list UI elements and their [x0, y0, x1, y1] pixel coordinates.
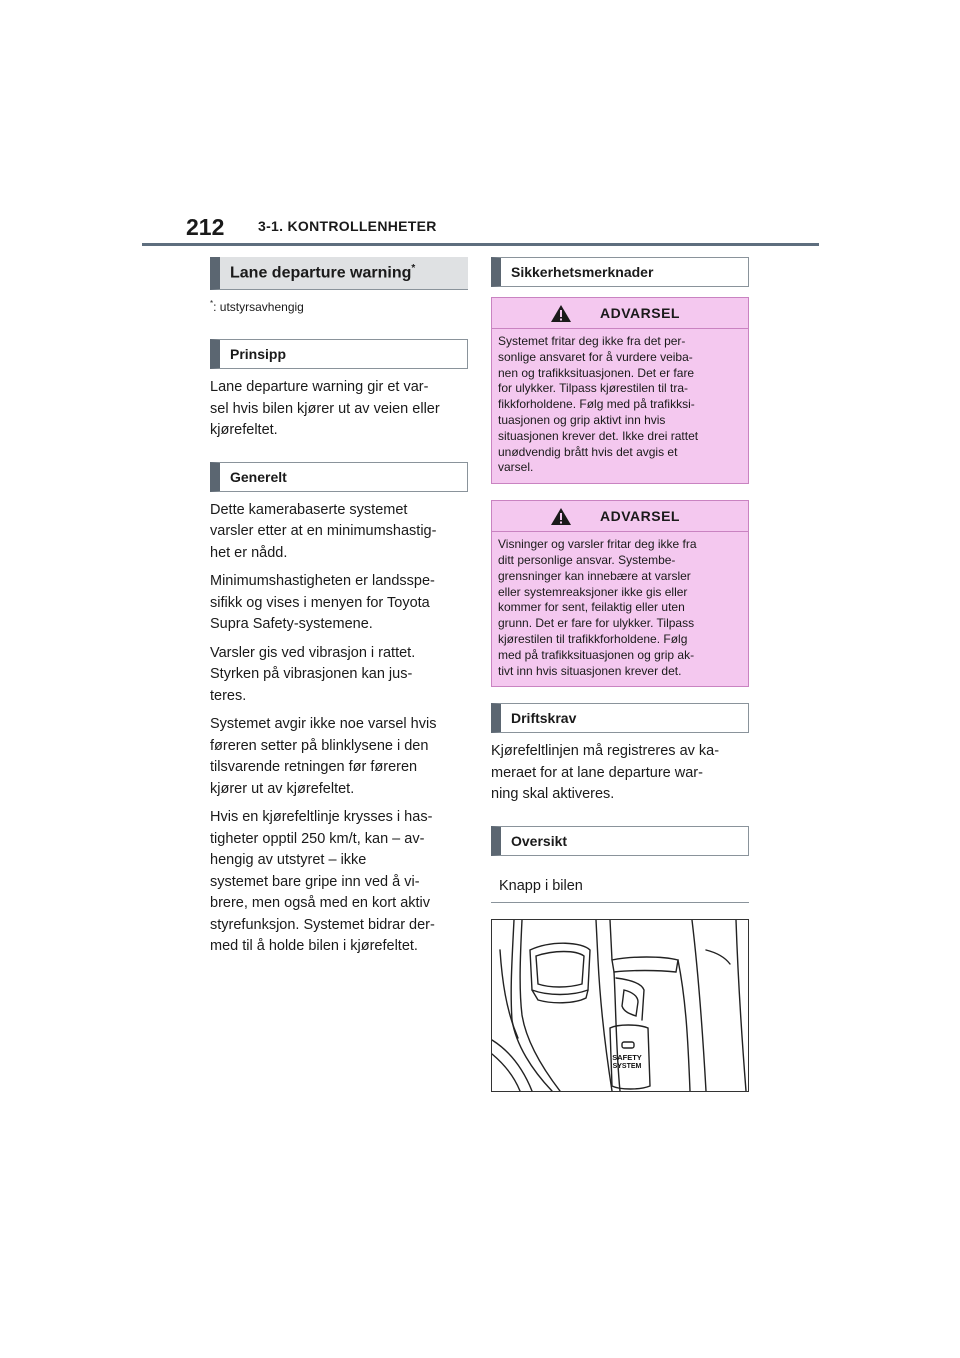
warning-triangle-icon — [550, 304, 572, 326]
text-line: sifikk og vises i menyen for Toyota — [210, 594, 430, 611]
text-line: teres. — [210, 687, 247, 704]
text-line: ning skal aktiveres. — [491, 786, 615, 803]
warning-triangle-icon — [550, 507, 572, 529]
text-line: kjører ut av kjørefeltet. — [210, 780, 355, 797]
text-line: Minimumshastigheten er landsspe- — [210, 573, 435, 589]
text-line: kjørefeltet. — [210, 422, 278, 438]
text-line: Lane departure warning gir et var- — [210, 379, 429, 395]
text-line: situasjonen krever det. Ikke drei rattet — [498, 428, 699, 443]
chapter-title: 3-1. KONTROLLENHETER — [258, 218, 437, 234]
footnote-text: : utstyrsavhengig — [213, 300, 304, 314]
warning-title: ADVARSEL — [600, 508, 680, 525]
text-line: Supra Safety-systemene. — [210, 616, 373, 632]
text-line: grunn. Det er fare for ulykker. Tilpass — [498, 616, 695, 631]
text-line: Visninger og varsler fritar deg ikke fra — [498, 537, 697, 552]
text-line: meraet for at lane departure war- — [491, 764, 703, 781]
button-label-text: Knapp i bilen — [499, 877, 583, 894]
text-line: kommer for sent, feilaktig eller uten — [498, 600, 685, 615]
text-line: tivt inn hvis situasjonen krever det. — [498, 663, 682, 678]
text-line: Systemet avgir ikke noe varsel hvis — [210, 716, 437, 732]
text-line: ditt personlige ansvar. Systembe- — [498, 552, 676, 567]
text-line: kjørestilen til trafikkforholdene. Følg — [498, 631, 688, 646]
section-title — [230, 263, 415, 282]
section-title-text: Lane departure warning — [230, 264, 412, 282]
safety-button-label-line1: SAFETY — [612, 1052, 642, 1062]
heading-sikkerhetsmerknader — [491, 257, 749, 287]
heading-driftskrav-text: Driftskrav — [511, 710, 577, 727]
text-line: Varsler gis ved vibrasjon i rattet. — [210, 644, 416, 661]
text-line: styrefunksjon. Systemet bidrar der- — [210, 916, 435, 933]
text-line: varsel. — [498, 460, 534, 475]
general-paragraph — [210, 643, 468, 708]
heading-driftskrav — [491, 703, 749, 733]
car-button-illustration — [491, 919, 749, 1092]
text-line: Kjørefeltlinjen må registreres av ka- — [491, 743, 720, 760]
text-line: hengig av utstyret – ikke — [210, 852, 367, 868]
warning-header — [492, 501, 748, 532]
footnote — [210, 299, 468, 314]
text-line: Hvis en kjørefeltlinje krysses i has- — [210, 809, 433, 825]
general-paragraph — [210, 714, 468, 800]
requirements-paragraph — [491, 741, 749, 806]
warning-header — [492, 298, 748, 329]
warning-box — [491, 500, 749, 687]
text-line: fikkforholdene. Følg med på trafikksi- — [498, 397, 695, 412]
left-column — [210, 257, 468, 965]
warning-body — [492, 329, 748, 483]
text-line: med til å holde bilen i kjørefeltet. — [210, 938, 418, 954]
text-line: tigheter opptil 250 km/t, kan – av- — [210, 830, 425, 847]
text-line: unødvendig brått hvis det avgis et — [498, 444, 678, 459]
heading-generelt-text: Generelt — [230, 468, 287, 485]
heading-oversikt — [491, 826, 749, 856]
text-line: sel hvis bilen kjører ut av veien eller — [210, 400, 440, 417]
title-asterisk: * — [411, 263, 416, 275]
text-line: Styrken på vibrasjonen kan jus- — [210, 666, 413, 682]
text-line: varsler etter at en minimumshastig- — [210, 523, 437, 539]
text-line: het er nådd. — [210, 544, 288, 561]
console-drawing — [492, 920, 748, 1091]
button-label — [491, 870, 749, 903]
text-line: eller systemreaksjoner ikke gis eller — [498, 584, 688, 599]
general-paragraph — [210, 500, 468, 565]
text-line: Dette kamerabaserte systemet — [210, 501, 408, 518]
text-line: systemet bare gripe inn ved å vi- — [210, 873, 420, 890]
general-paragraph — [210, 807, 468, 958]
text-line: føreren setter på blinklysene i den — [210, 737, 429, 754]
text-line: nen og trafikksituasjonen. Det er fare — [498, 365, 695, 380]
text-line: for ulykker. Tilpass kjørestilen til tra- — [498, 381, 689, 396]
text-line: med på trafikksituasjonen og grip ak- — [498, 647, 695, 662]
general-paragraph — [210, 571, 468, 636]
heading-oversikt-text: Oversikt — [511, 832, 568, 849]
right-column — [491, 257, 749, 1092]
principle-paragraph — [210, 377, 468, 442]
heading-prinsipp-text: Prinsipp — [230, 346, 287, 362]
warning-body — [492, 532, 748, 686]
warning-box — [491, 297, 749, 484]
text-line: tuasjonen og grip aktivt inn hvis — [498, 412, 666, 427]
general-section — [210, 500, 468, 958]
page-number: 212 — [186, 214, 225, 240]
section-title-box — [210, 257, 468, 290]
footnote-asterisk: * — [210, 299, 214, 308]
text-line: tilsvarende retningen før føreren — [210, 759, 418, 775]
safety-button-label-line2: SYSTEM — [612, 1062, 642, 1070]
text-line: grensninger kan innebære at varsler — [498, 568, 691, 583]
warning-title: ADVARSEL — [600, 305, 680, 321]
heading-sikkerhetsmerknader-text: Sikkerhetsmerknader — [511, 264, 654, 280]
text-line: Systemet fritar deg ikke fra det per- — [498, 334, 686, 348]
text-line: sonlige ansvaret for å vurdere veiba- — [498, 349, 693, 364]
heading-prinsipp — [210, 339, 468, 369]
heading-generelt — [210, 462, 468, 492]
header-rule — [142, 243, 819, 246]
text-line: brere, men også med en kort aktiv — [210, 895, 431, 911]
